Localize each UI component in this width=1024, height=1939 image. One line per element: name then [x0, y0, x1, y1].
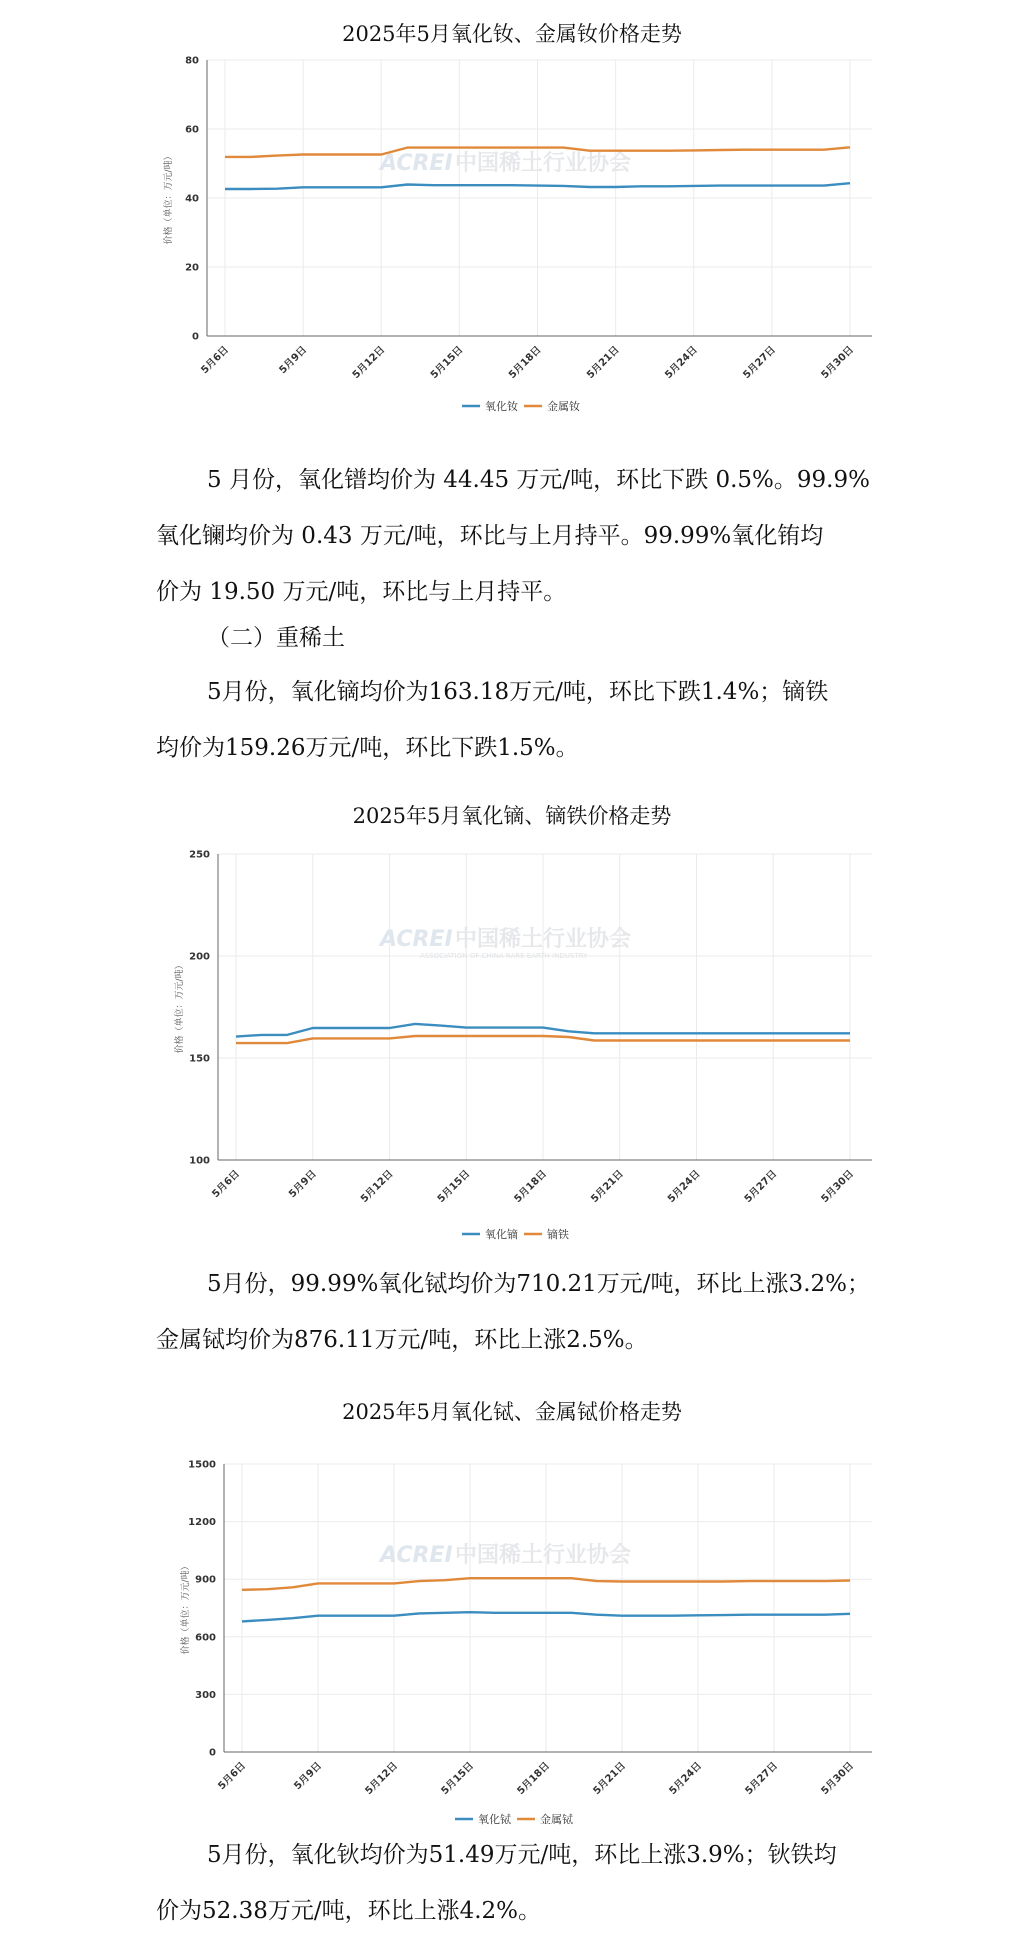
paragraph-2-line-1: 5月份，氧化镝均价为163.18万元/吨，环比下跌1.4%；镝铁: [207, 679, 829, 705]
y-tick-label: 0: [192, 331, 199, 343]
chart-1-svg: [0, 40, 1024, 420]
chart-3-svg: [0, 1420, 1024, 1826]
x-tick-label: 5月9日: [292, 1760, 325, 1793]
paragraph-4: [156, 1827, 876, 1939]
paragraph-4-line-1: 5月份，氧化钬均价为51.49万元/吨，环比上涨3.9%；钬铁均: [207, 1842, 837, 1868]
legend-label-1: 氧化钕: [485, 400, 518, 413]
y-tick-label: 40: [185, 193, 199, 205]
x-tick-label: 5月27日: [743, 1760, 781, 1798]
chart-1-title: 2025年5月氧化钕、金属钕价格走势: [342, 22, 682, 46]
chart-2-title: 2025年5月氧化镝、镝铁价格走势: [352, 804, 672, 828]
y-axis-label: 价格（单位：万元/吨）: [164, 151, 174, 245]
y-tick-label: 900: [195, 1574, 216, 1586]
section-subheading: （二）重稀土: [207, 625, 345, 651]
chart-3-title: 2025年5月氧化铽、金属铽价格走势: [342, 1400, 682, 1424]
x-tick-label: 5月21日: [591, 1760, 629, 1798]
x-tick-label: 5月12日: [363, 1760, 401, 1798]
y-tick-label: 80: [185, 55, 199, 67]
x-tick-label: 5月21日: [589, 1168, 626, 1206]
watermark-brand: ACREI: [380, 151, 453, 176]
x-tick-label: 5月12日: [358, 1168, 396, 1206]
watermark-org-en: ASSOCIATION OF CHINA RARE EARTH INDUSTRY: [420, 952, 588, 960]
paragraph-3-line-1: 5月份，99.99%氧化铽均价为710.21万元/吨，环比上涨3.2%；: [207, 1271, 870, 1297]
y-tick-label: 100: [189, 1155, 210, 1167]
legend-label-2: 镝铁: [547, 1228, 569, 1241]
y-tick-label: 200: [189, 951, 210, 963]
paragraph-1: [156, 452, 876, 620]
y-tick-label: 1500: [188, 1459, 216, 1471]
x-tick-label: 5月9日: [277, 344, 310, 377]
y-tick-label: 0: [209, 1747, 216, 1759]
y-tick-label: 1200: [188, 1517, 216, 1529]
x-tick-label: 5月6日: [210, 1168, 243, 1201]
x-tick-label: 5月27日: [742, 1168, 780, 1206]
x-tick-label: 5月18日: [515, 1760, 553, 1798]
x-tick-label: 5月24日: [663, 344, 700, 382]
y-tick-label: 150: [189, 1053, 210, 1065]
paragraph-3-line-2: 金属铽均价为876.11万元/吨，环比上涨2.5%。: [156, 1327, 648, 1353]
y-tick-label: 250: [189, 849, 210, 861]
x-tick-label: 5月6日: [216, 1760, 249, 1793]
legend-label-2: 金属钕: [547, 400, 580, 413]
x-tick-label: 5月24日: [667, 1760, 705, 1798]
paragraph-1-line-2: 氧化镧均价为 0.43 万元/吨，环比与上月持平。99.99%氧化铕均: [156, 523, 824, 549]
watermark-org: 中国稀土行业协会: [455, 927, 632, 952]
paragraph-1-line-3: 价为 19.50 万元/吨，环比与上月持平。: [156, 579, 567, 605]
legend-label-1: 氧化镝: [485, 1228, 518, 1241]
paragraph-4-line-2: 价为52.38万元/吨，环比上涨4.2%。: [156, 1898, 542, 1924]
x-tick-label: 5月9日: [287, 1168, 319, 1201]
y-tick-label: 60: [185, 124, 199, 136]
y-axis-label: 价格（单位：万元/吨）: [175, 960, 185, 1054]
watermark-org: 中国稀土行业协会: [455, 1543, 632, 1568]
y-tick-label: 600: [195, 1632, 216, 1644]
x-tick-label: 5月6日: [199, 344, 232, 377]
paragraph-3: [156, 1256, 876, 1368]
x-tick-label: 5月27日: [741, 344, 778, 382]
x-tick-label: 5月30日: [819, 1760, 857, 1798]
x-tick-label: 5月21日: [585, 344, 622, 382]
legend-label-1: 氧化铽: [478, 1813, 511, 1826]
chart-1: [0, 40, 1024, 420]
watermark-org: 中国稀土行业协会: [455, 151, 632, 176]
y-axis-label: 价格（单位：万元/吨）: [181, 1561, 191, 1655]
legend-label-2: 金属铽: [540, 1813, 573, 1826]
x-tick-label: 5月18日: [506, 344, 544, 382]
chart-3: [0, 1420, 1024, 1826]
y-tick-label: 300: [195, 1689, 216, 1701]
chart-2: [0, 822, 1024, 1241]
x-tick-label: 5月15日: [428, 344, 466, 382]
y-tick-label: 20: [185, 262, 199, 274]
chart-2-svg: [0, 822, 1024, 1241]
x-tick-label: 5月15日: [435, 1168, 473, 1206]
x-tick-label: 5月30日: [819, 1168, 857, 1206]
watermark-brand: ACREI: [380, 927, 453, 952]
watermark-brand: ACREI: [380, 1543, 453, 1568]
x-tick-label: 5月15日: [439, 1760, 477, 1798]
x-tick-label: 5月18日: [512, 1168, 550, 1206]
x-tick-label: 5月12日: [350, 344, 388, 382]
x-tick-label: 5月30日: [819, 344, 857, 382]
paragraph-2: [156, 664, 876, 776]
x-tick-label: 5月24日: [665, 1168, 703, 1206]
paragraph-2-line-2: 均价为159.26万元/吨，环比下跌1.5%。: [156, 735, 579, 761]
paragraph-1-line-1: 5 月份，氧化镨均价为 44.45 万元/吨，环比下跌 0.5%。99.9%: [207, 467, 870, 493]
